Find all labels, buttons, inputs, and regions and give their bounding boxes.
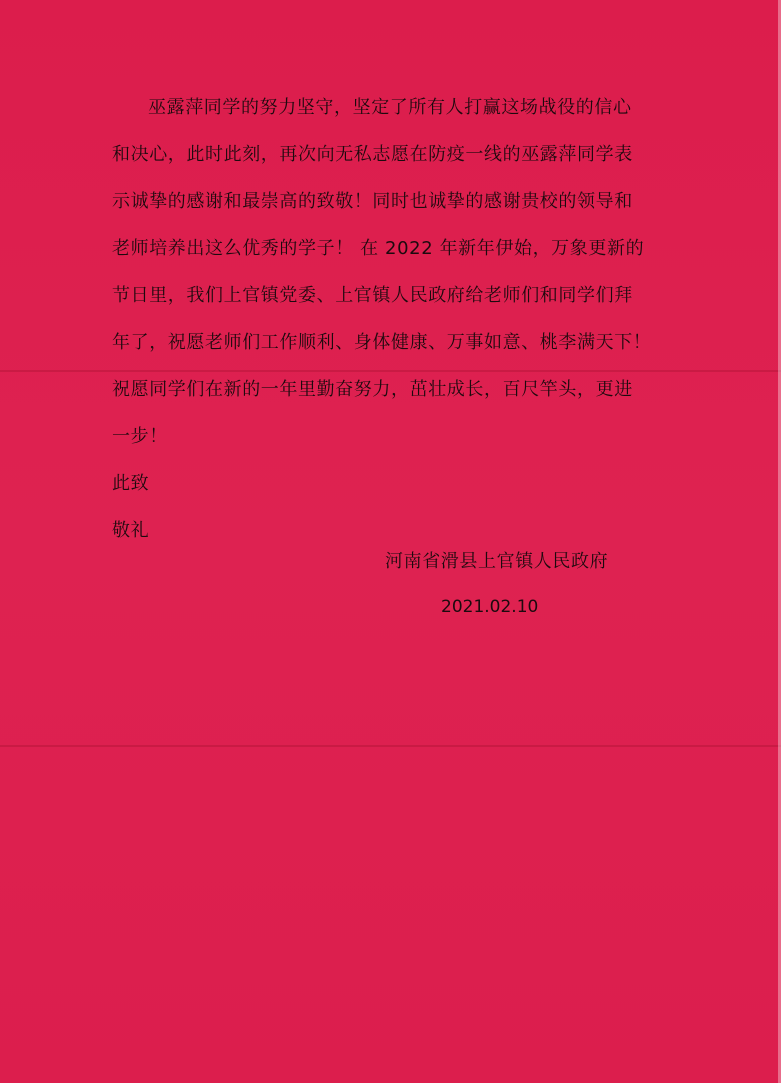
paper-fold-line-top [0, 370, 781, 372]
letter-body-line-6: 年了，祝愿老师们工作顺利、身体健康、万事如意、桃李满天下！ [112, 332, 652, 353]
letter-body-line-7: 祝愿同学们在新的一年里勤奋努力，茁壮成长，百尺竿头，更进 [112, 379, 633, 400]
letter-body-line-2: 和决心，此时此刻，再次向无私志愿在防疫一线的巫露萍同学表 [112, 144, 633, 165]
letter-body-line-4: 老师培养出这么优秀的学子！ 在 2022 年新年伊始，万象更新的 [112, 238, 645, 259]
letter-body-line-8: 一步！ [112, 426, 168, 447]
letter-body-line-1: 巫露萍同学的努力坚守，坚定了所有人打赢这场战役的信心 [148, 97, 632, 118]
letter-date: 2021.02.10 [441, 597, 539, 617]
paper-fold-line-bottom [0, 745, 781, 747]
closing-salutation-2: 敬礼 [112, 520, 150, 541]
letter-body-line-5: 节日里，我们上官镇党委、上官镇人民政府给老师们和同学们拜 [112, 285, 633, 306]
closing-salutation-1: 此致 [112, 473, 150, 494]
letter-body-line-3: 示诚挚的感谢和最崇高的致敬！同时也诚挚的感谢贵校的领导和 [112, 191, 633, 212]
sender-signature: 河南省滑县上官镇人民政府 [385, 551, 609, 572]
